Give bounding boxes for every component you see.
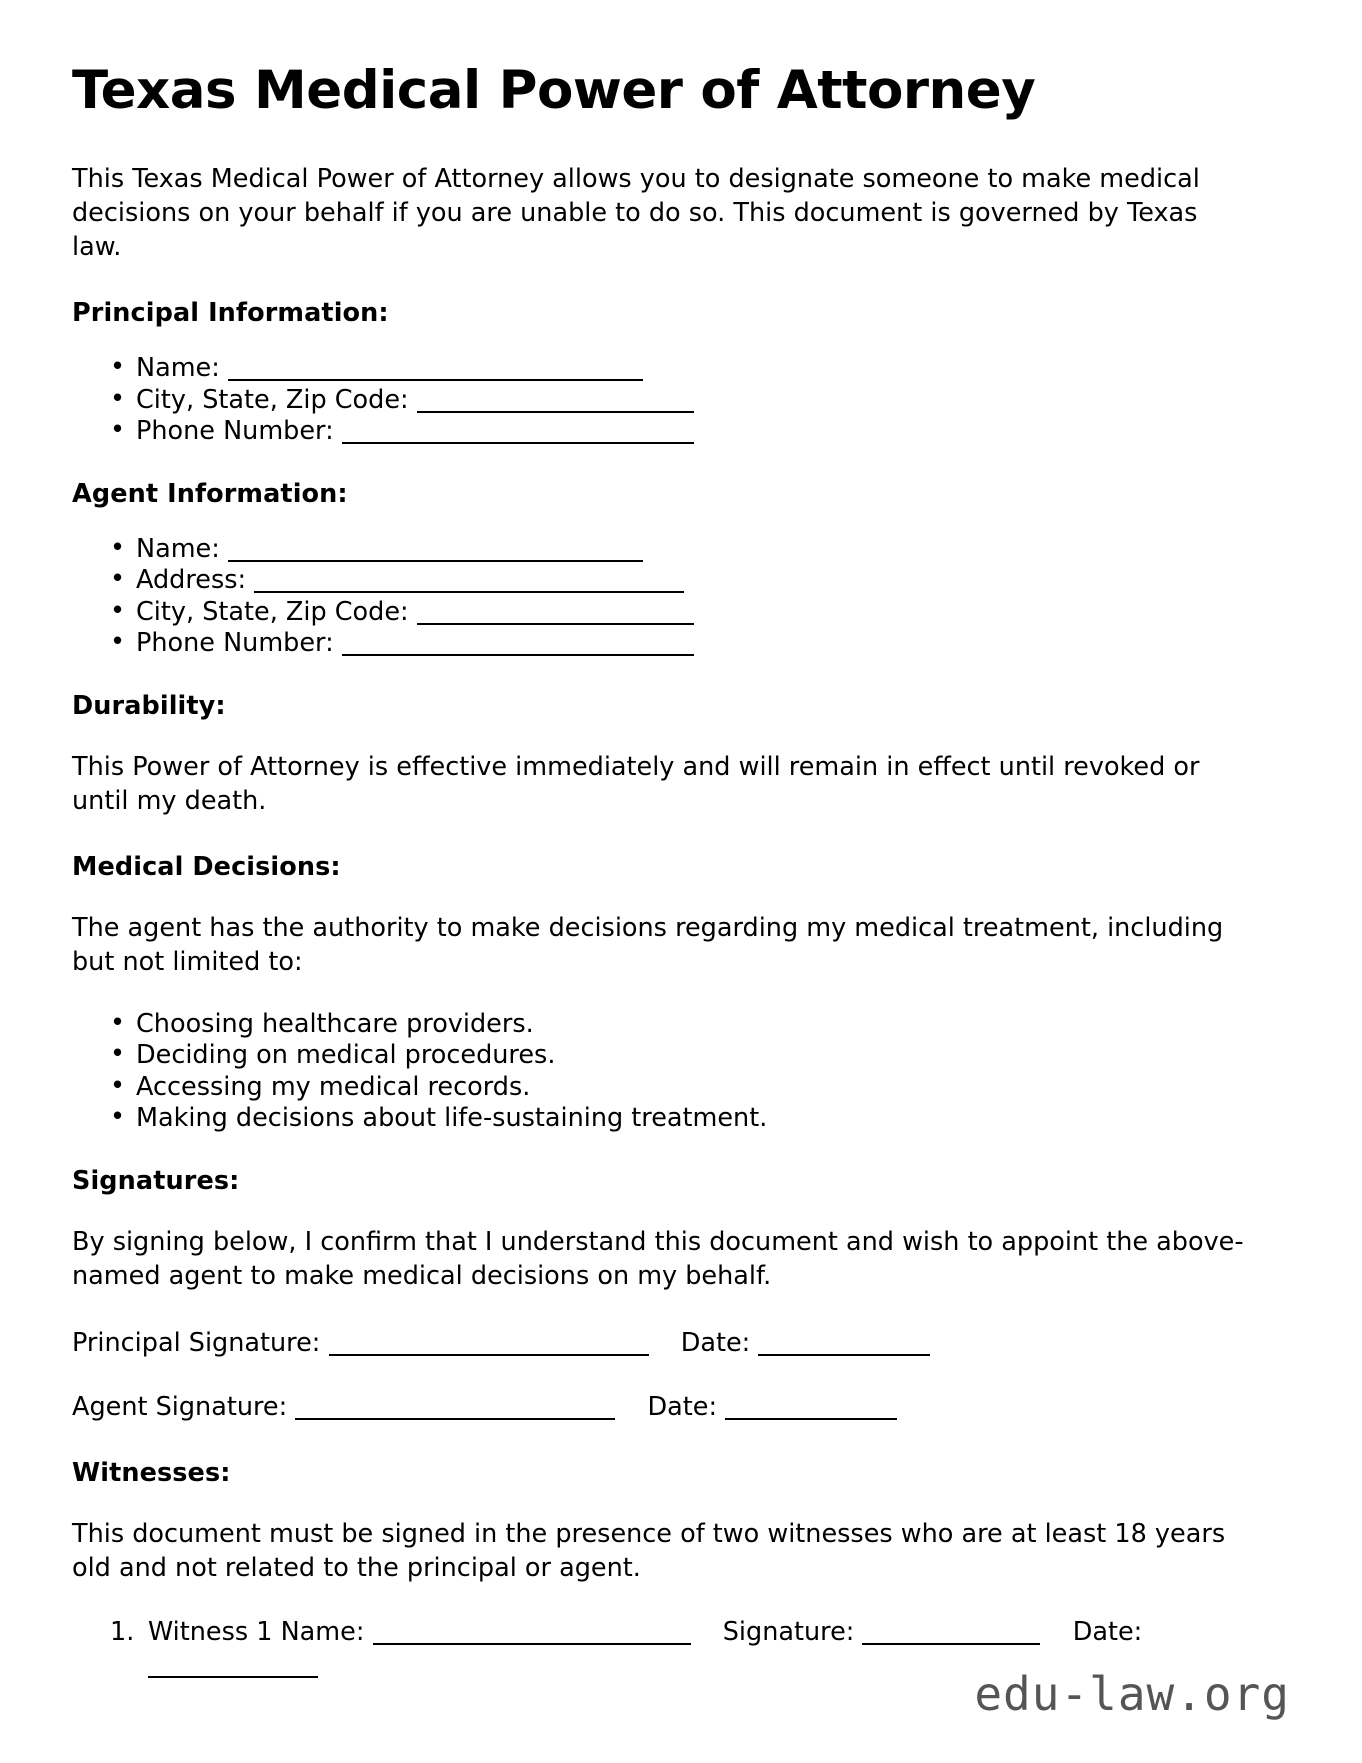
principal-city-state-zip-blank[interactable] xyxy=(417,390,694,413)
agent-date-label: Date: xyxy=(647,1391,718,1422)
principal-date-label: Date: xyxy=(680,1328,751,1359)
agent-information-list xyxy=(72,535,1262,658)
agent-date-blank[interactable] xyxy=(725,1397,897,1420)
list-item: • Deciding on medical procedures. xyxy=(110,1041,1262,1070)
list-item xyxy=(110,566,1262,595)
field-label: Phone Number: xyxy=(136,628,334,659)
list-item xyxy=(110,629,1262,658)
principal-phone-blank[interactable] xyxy=(342,421,694,444)
field-label: City, State, Zip Code: xyxy=(136,384,409,415)
list-item xyxy=(110,386,1262,415)
page-title: Texas Medical Power of Attorney xyxy=(72,60,1036,121)
witnesses-paragraph: This document must be signed in the presence of two witnesses who are at least 18 years old and not related to the principal or agent. xyxy=(72,1519,1226,1584)
witness-1-date-blank[interactable] xyxy=(148,1655,318,1678)
list-item xyxy=(110,598,1262,627)
field-label: Phone Number: xyxy=(136,416,334,447)
witness-1-name-blank[interactable] xyxy=(373,1622,691,1645)
principal-name-blank[interactable] xyxy=(228,358,643,381)
principal-signature-blank[interactable] xyxy=(329,1333,649,1356)
principal-date-blank[interactable] xyxy=(758,1333,930,1356)
intro-paragraph: This Texas Medical Power of Attorney allows you to designate someone to make medical decisions on your behalf if you are unable to do so. This document is governed by Texas law. xyxy=(72,164,1200,262)
agent-city-state-zip-blank[interactable] xyxy=(417,602,694,625)
list-item xyxy=(110,417,1262,446)
principal-signature-label: Principal Signature: xyxy=(72,1328,321,1359)
field-label: Address: xyxy=(136,565,247,596)
section-heading-durability: Durability: xyxy=(72,691,226,722)
list-item xyxy=(110,535,1262,564)
section-heading-agent-information: Agent Information: xyxy=(72,478,348,509)
witness-1-signature-label: Signature: xyxy=(722,1616,855,1647)
section-heading-medical-decisions: Medical Decisions: xyxy=(72,852,341,883)
list-item: • Accessing my medical records. xyxy=(110,1073,1262,1102)
site-watermark: edu-law.org xyxy=(974,1667,1290,1721)
section-heading-witnesses: Witnesses: xyxy=(72,1458,231,1489)
agent-signature-row xyxy=(72,1391,1262,1425)
field-label: Name: xyxy=(136,533,220,564)
principal-information-list xyxy=(72,354,1262,446)
list-item: • Choosing healthcare providers. xyxy=(110,1010,1262,1039)
agent-phone-blank[interactable] xyxy=(342,633,694,656)
durability-paragraph: This Power of Attorney is effective immediately and will remain in effect until revoked or until my death. xyxy=(72,752,1200,816)
witness-1-signature-blank[interactable] xyxy=(862,1622,1040,1645)
witness-1-name-label: Witness 1 Name: xyxy=(148,1616,365,1647)
witness-1-date-label: Date: xyxy=(1072,1616,1143,1647)
agent-signature-label: Agent Signature: xyxy=(72,1391,288,1422)
medical-decisions-list xyxy=(72,1010,1262,1133)
principal-signature-row xyxy=(72,1327,1262,1361)
agent-signature-blank[interactable] xyxy=(295,1397,615,1420)
field-label: Name: xyxy=(136,353,220,384)
agent-address-blank[interactable] xyxy=(254,570,684,593)
list-item xyxy=(110,354,1262,383)
document-content xyxy=(72,62,1262,1683)
list-item: • Making decisions about life-sustaining treatment. xyxy=(110,1104,1262,1133)
agent-name-blank[interactable] xyxy=(228,539,643,562)
field-label: City, State, Zip Code: xyxy=(136,596,409,627)
signatures-paragraph: By signing below, I confirm that I understand this document and wish to appoint the above-named agent to make medical decisions on my behalf. xyxy=(72,1226,1244,1291)
section-heading-signatures: Signatures: xyxy=(72,1165,240,1196)
medical-decisions-paragraph: The agent has the authority to make decisions regarding my medical treatment, including but not limited to: xyxy=(72,913,1224,977)
section-heading-principal-information: Principal Information: xyxy=(72,298,389,329)
